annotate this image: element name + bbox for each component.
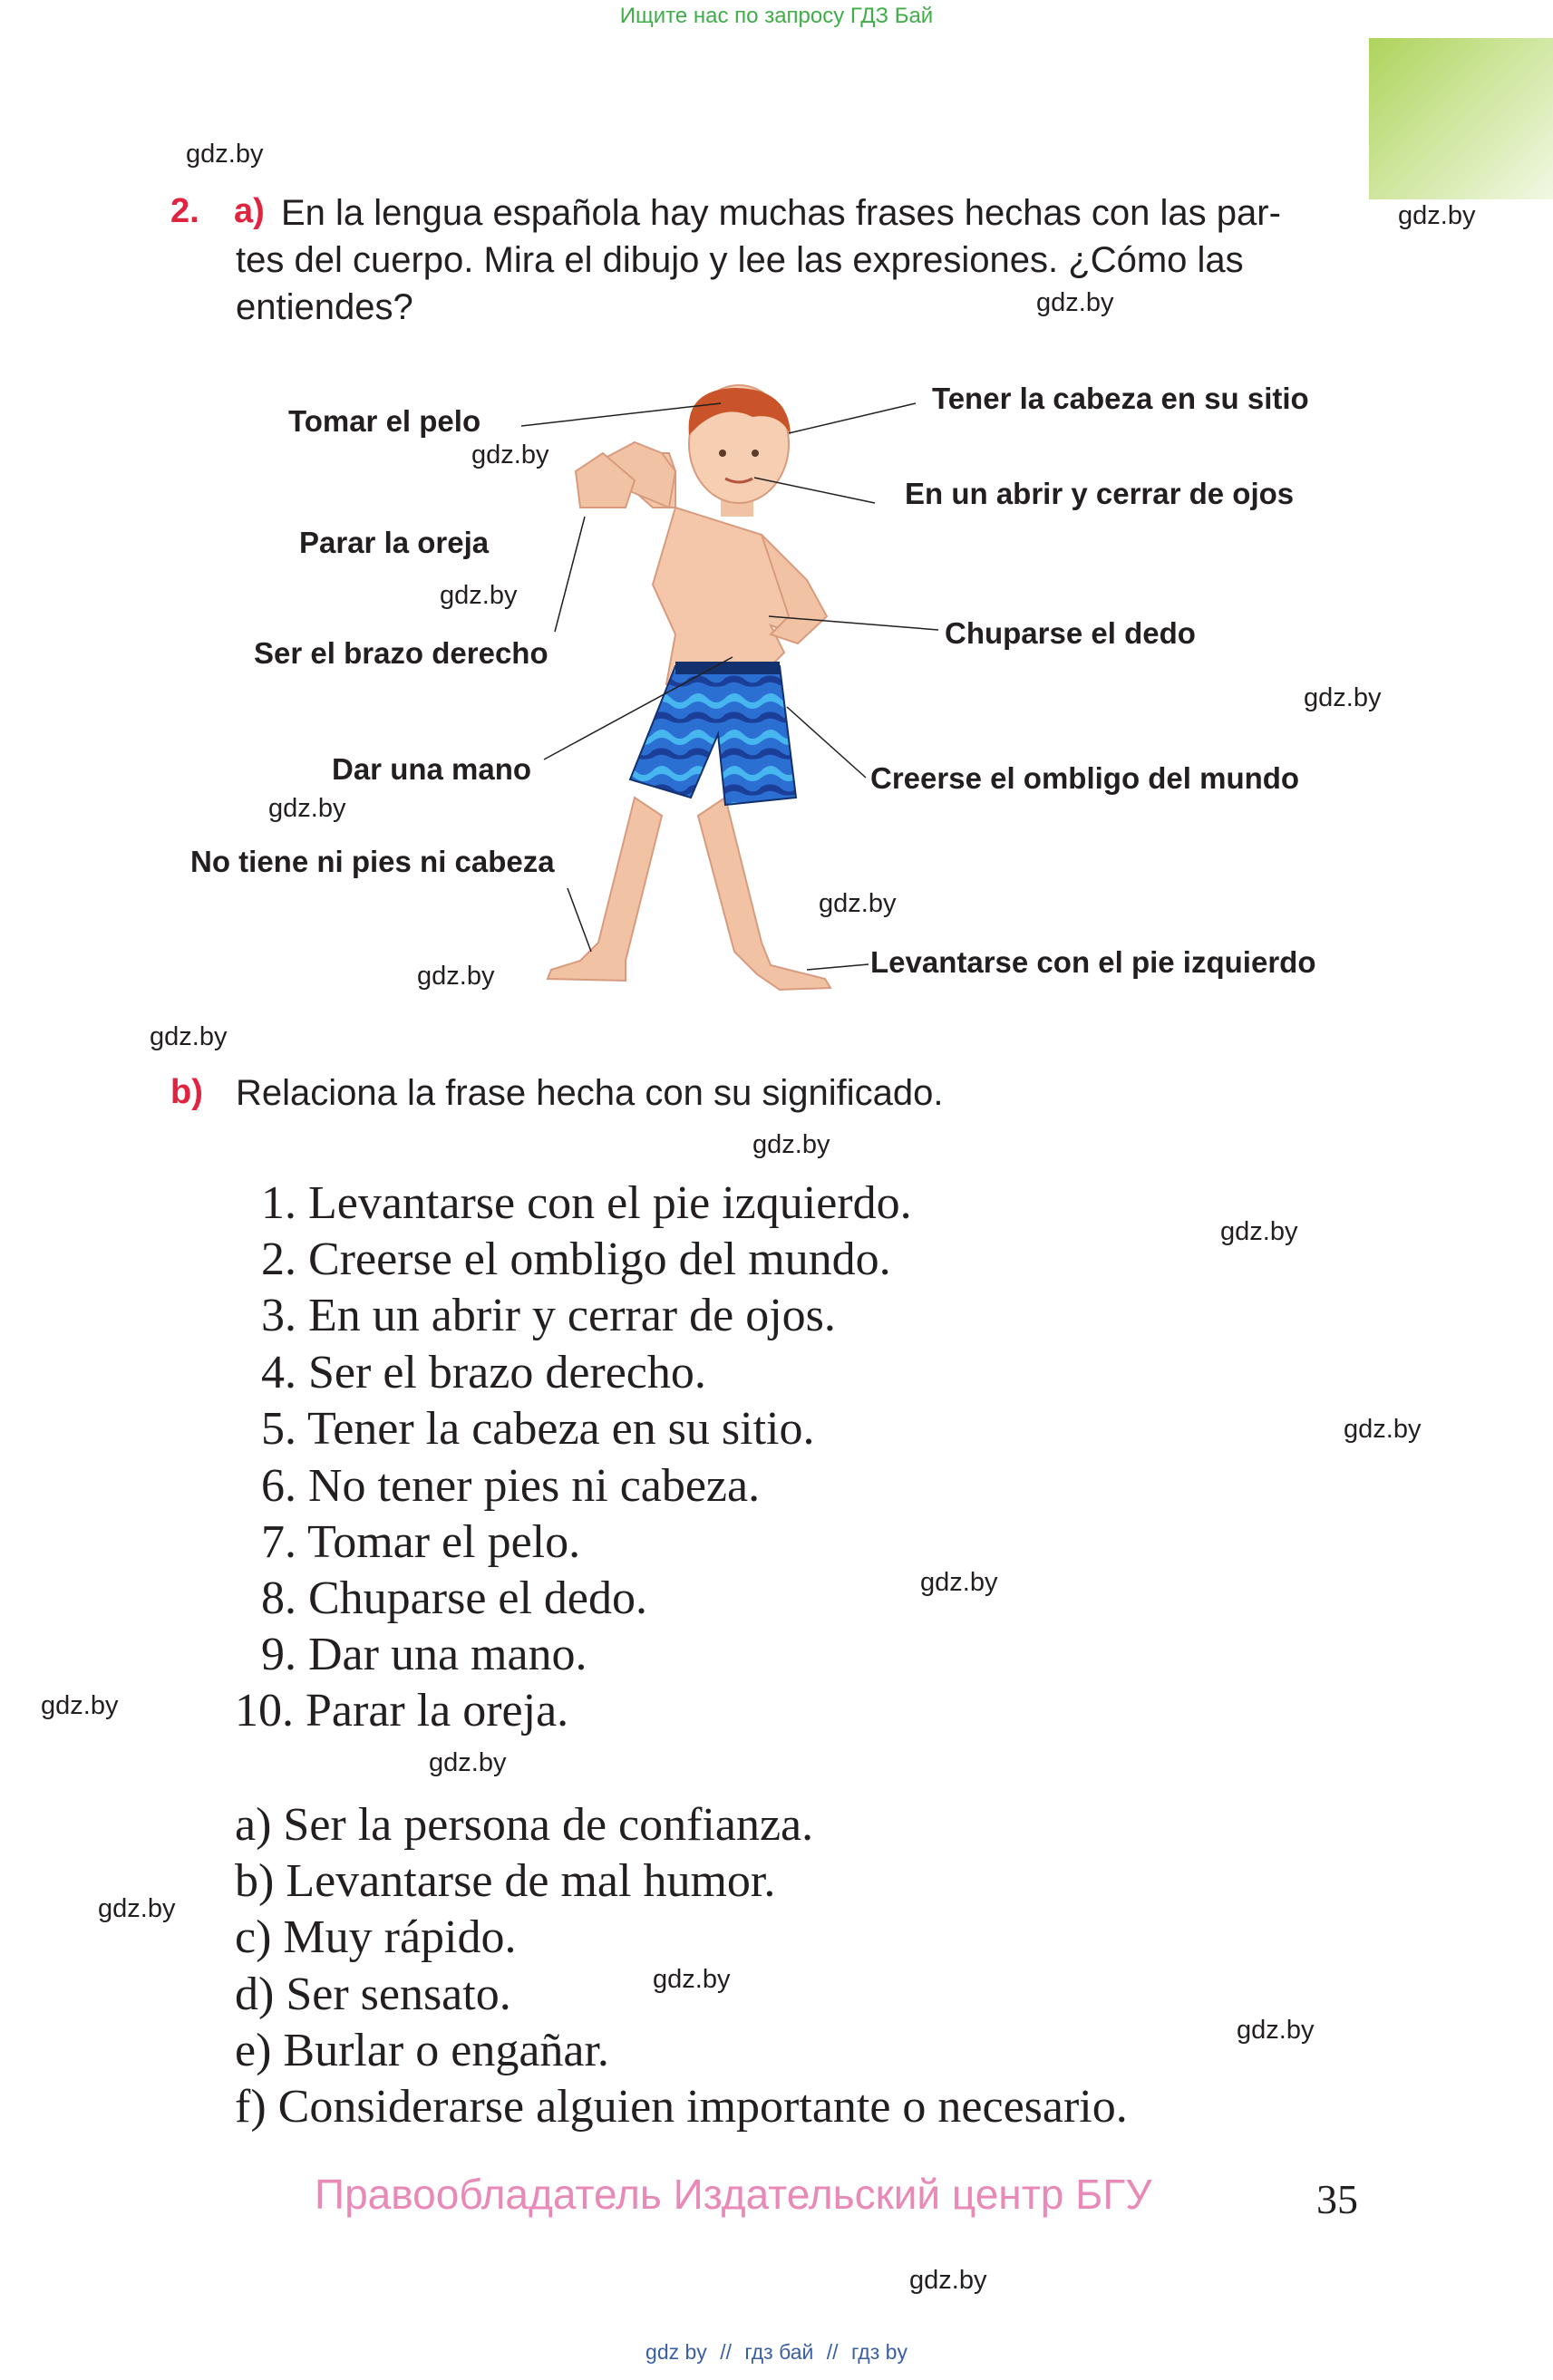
label-dar-una-mano: Dar una mano (332, 752, 532, 786)
bottom-links (0, 2340, 1553, 2365)
phrase-item: 2. Creerse el ombligo del mundo. (261, 1234, 891, 1285)
watermark: gdz.by (440, 581, 518, 610)
corner-decoration (1369, 38, 1553, 199)
watermark: gdz.by (1304, 683, 1382, 712)
meaning-item: c) Muy rápido. (235, 1911, 517, 1963)
watermark: gdz.by (752, 1130, 830, 1159)
link-separator: // (720, 2340, 732, 2364)
part-a-line-2: tes del cuerpo. Mira el dibujo y lee las expresiones. ¿Cómo las (236, 240, 1244, 280)
link-gdz-by-ru[interactable]: гдз by (850, 2340, 908, 2364)
boy-illustration (548, 385, 830, 990)
label-en-un-abrir: En un abrir y cerrar de ojos (905, 477, 1295, 510)
exercise-number: 2. (170, 192, 199, 230)
watermark: gdz.by (1220, 1217, 1298, 1246)
phrase-item: 3. En un abrir y cerrar de ojos. (261, 1290, 836, 1341)
label-tomar-el-pelo: Tomar el pelo (288, 404, 481, 438)
page-number: 35 (1316, 2176, 1358, 2222)
phrase-item: 8. Chuparse el dedo. (261, 1572, 648, 1624)
phrase-item: 1. Levantarse con el pie izquierdo. (261, 1177, 912, 1229)
copyright-owner: Правообладатель Издательский центр БГУ (315, 2171, 1152, 2218)
label-no-tiene-pies: No tiene ni pies ni cabeza (190, 845, 555, 878)
boy-figure (0, 363, 1553, 1015)
watermark: gdz.by (819, 889, 897, 918)
meaning-item: e) Burlar o engañar. (235, 2025, 609, 2076)
link-gdz-by[interactable]: gdz by (645, 2340, 707, 2364)
meaning-item: a) Ser la persona de confianza. (235, 1799, 814, 1851)
watermark: gdz.by (1036, 288, 1114, 317)
part-a-label: a) (234, 192, 265, 230)
label-creerse-el-ombligo: Creerse el ombligo del mundo (870, 761, 1300, 795)
watermark: gdz.by (268, 794, 346, 823)
link-gdz-bai[interactable]: гдз бай (744, 2340, 814, 2364)
part-b-label: b) (170, 1073, 203, 1111)
watermark: gdz.by (186, 140, 264, 169)
phrase-item: 5. Tener la cabeza en su sitio. (261, 1403, 815, 1455)
top-banner: Ищите нас по запросу ГДЗ Бай (619, 4, 934, 28)
watermark: gdz.by (1344, 1415, 1422, 1444)
watermark: gdz.by (920, 1568, 998, 1597)
watermark: gdz.by (471, 440, 549, 469)
phrase-item: 6. No tener pies ni cabeza. (261, 1460, 761, 1512)
label-levantarse-pie: Levantarse con el pie izquierdo (870, 945, 1316, 979)
phrase-item: 7. Tomar el pelo. (261, 1516, 581, 1568)
phrase-item: 10. Parar la oreja. (235, 1685, 569, 1737)
watermark: gdz.by (429, 1748, 507, 1777)
watermark: gdz.by (1237, 2016, 1315, 2045)
watermark: gdz.by (150, 1022, 228, 1051)
meaning-item: d) Ser sensato. (235, 1969, 511, 2020)
watermark: gdz.by (98, 1894, 176, 1923)
part-b-instruction: Relaciona la frase hecha con su significado. (236, 1073, 944, 1113)
label-parar-la-oreja: Parar la oreja (299, 526, 490, 559)
part-a-line-3: entiendes? (236, 287, 413, 327)
meaning-item: b) Levantarse de mal humor. (235, 1855, 776, 1907)
watermark: gdz.by (417, 962, 495, 991)
phrase-item: 9. Dar una mano. (261, 1629, 587, 1680)
part-a-line-1: En la lengua española hay muchas frases hechas con las par- (281, 193, 1281, 233)
watermark: gdz.by (653, 1965, 731, 1994)
watermark: gdz.by (909, 2266, 987, 2295)
link-separator: // (826, 2340, 839, 2364)
label-tener-la-cabeza: Tener la cabeza en su sitio (932, 382, 1309, 415)
phrase-item: 4. Ser el brazo derecho. (261, 1347, 706, 1398)
watermark: gdz.by (41, 1691, 119, 1720)
label-ser-el-brazo: Ser el brazo derecho (254, 636, 548, 670)
label-chuparse-el-dedo: Chuparse el dedo (945, 616, 1196, 650)
meaning-item: f) Considerarse alguien importante o necesario. (235, 2081, 1128, 2133)
watermark: gdz.by (1398, 201, 1476, 230)
